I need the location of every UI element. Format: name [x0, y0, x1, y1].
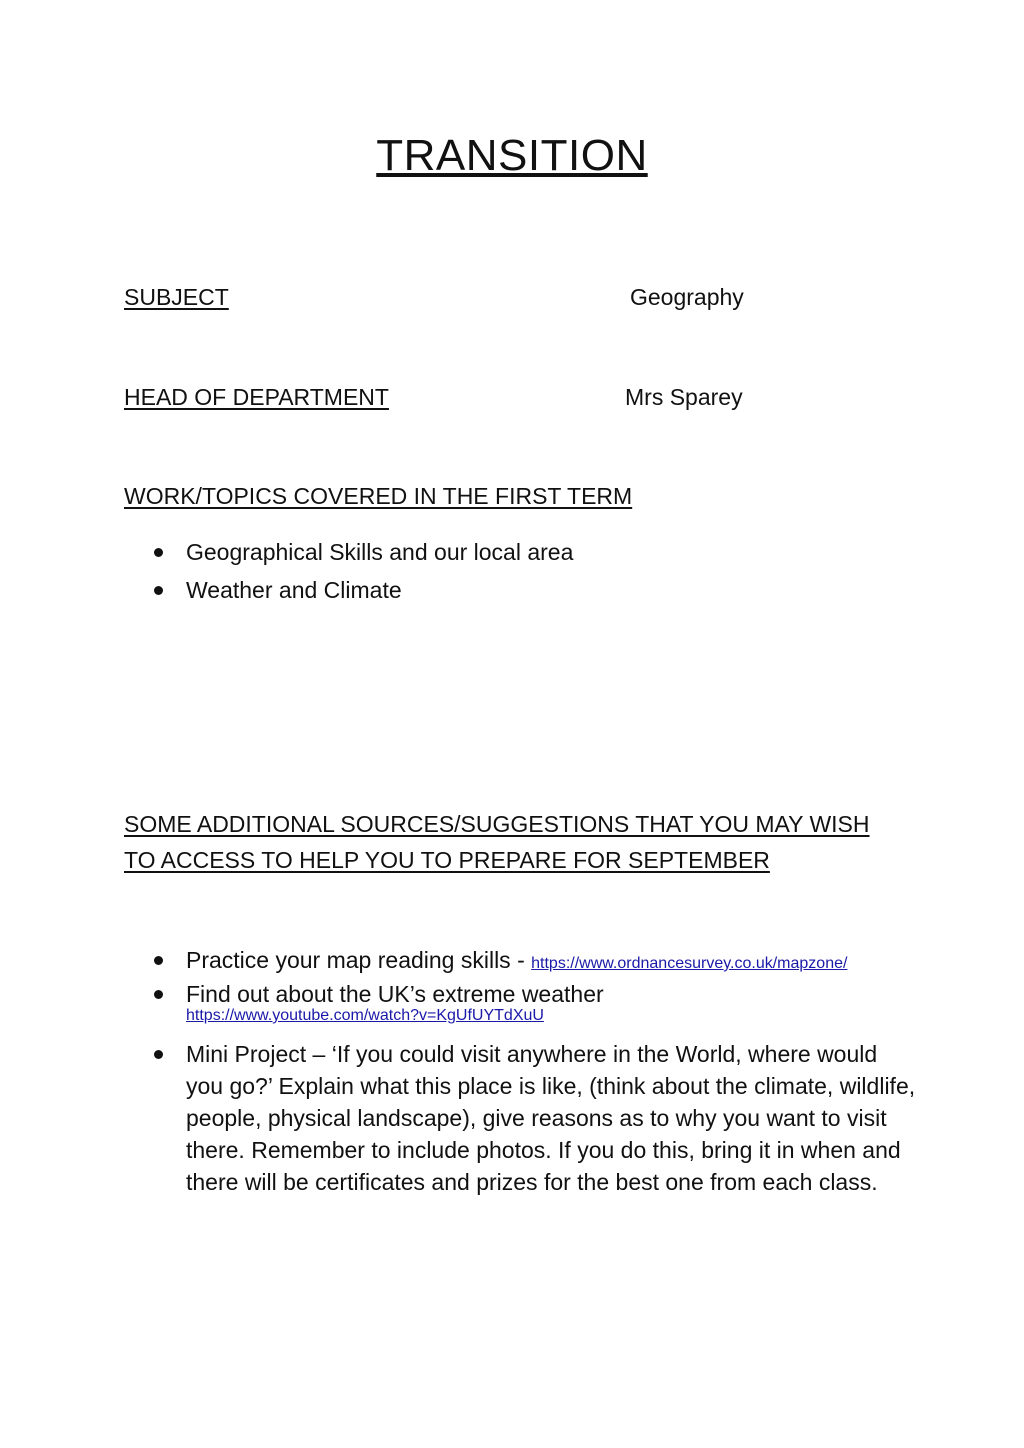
first-term-heading: WORK/TOPICS COVERED IN THE FIRST TERM	[124, 483, 633, 509]
head-of-department-label: HEAD OF DEPARTMENT	[124, 384, 389, 410]
youtube-link[interactable]: https://www.youtube.com/watch?v=KgUfUYTdXuU	[186, 1007, 544, 1024]
mini-project-line: you go?’ Explain what this place is like, (think about the climate, wildlife,	[186, 1073, 916, 1099]
suggestion-text: Find out about the UK’s extreme weather	[186, 981, 604, 1007]
page-title: TRANSITION	[376, 131, 648, 180]
heading-line: SOME ADDITIONAL SOURCES/SUGGESTIONS THAT YOU MAY WISH	[124, 811, 870, 837]
list-item	[154, 571, 573, 609]
additional-sources-list	[154, 944, 916, 1198]
bullet-icon	[154, 1050, 163, 1059]
subject-label: SUBJECT	[124, 284, 229, 310]
first-term-topics-list	[154, 533, 573, 609]
topic-text: Geographical Skills and our local area	[186, 539, 574, 565]
topic-text: Weather and Climate	[186, 577, 402, 603]
subject-value: Geography	[630, 284, 744, 310]
head-of-department-value: Mrs Sparey	[625, 384, 743, 410]
bullet-icon	[154, 990, 163, 999]
mini-project-line: there will be certificates and prizes for the best one from each class.	[186, 1169, 878, 1195]
list-item	[154, 944, 894, 978]
ordnance-survey-link[interactable]: https://www.ordnancesurvey.co.uk/mapzone/	[531, 955, 848, 972]
list-item	[154, 1038, 916, 1198]
bullet-icon	[154, 586, 163, 595]
additional-sources-heading	[124, 806, 904, 878]
mini-project-line: people, physical landscape), give reasons as to why you want to visit	[186, 1105, 887, 1131]
bullet-icon	[154, 956, 163, 965]
mini-project-line: there. Remember to include photos. If you do this, bring it in when and	[186, 1137, 901, 1163]
heading-line: TO ACCESS TO HELP YOU TO PREPARE FOR SEPTEMBER	[124, 847, 770, 873]
list-item	[154, 533, 573, 571]
suggestion-text: Practice your map reading skills -	[186, 947, 532, 973]
list-item	[154, 978, 894, 1038]
bullet-icon	[154, 548, 163, 557]
mini-project-line: Mini Project – ‘If you could visit anywhere in the World, where would	[186, 1041, 878, 1067]
